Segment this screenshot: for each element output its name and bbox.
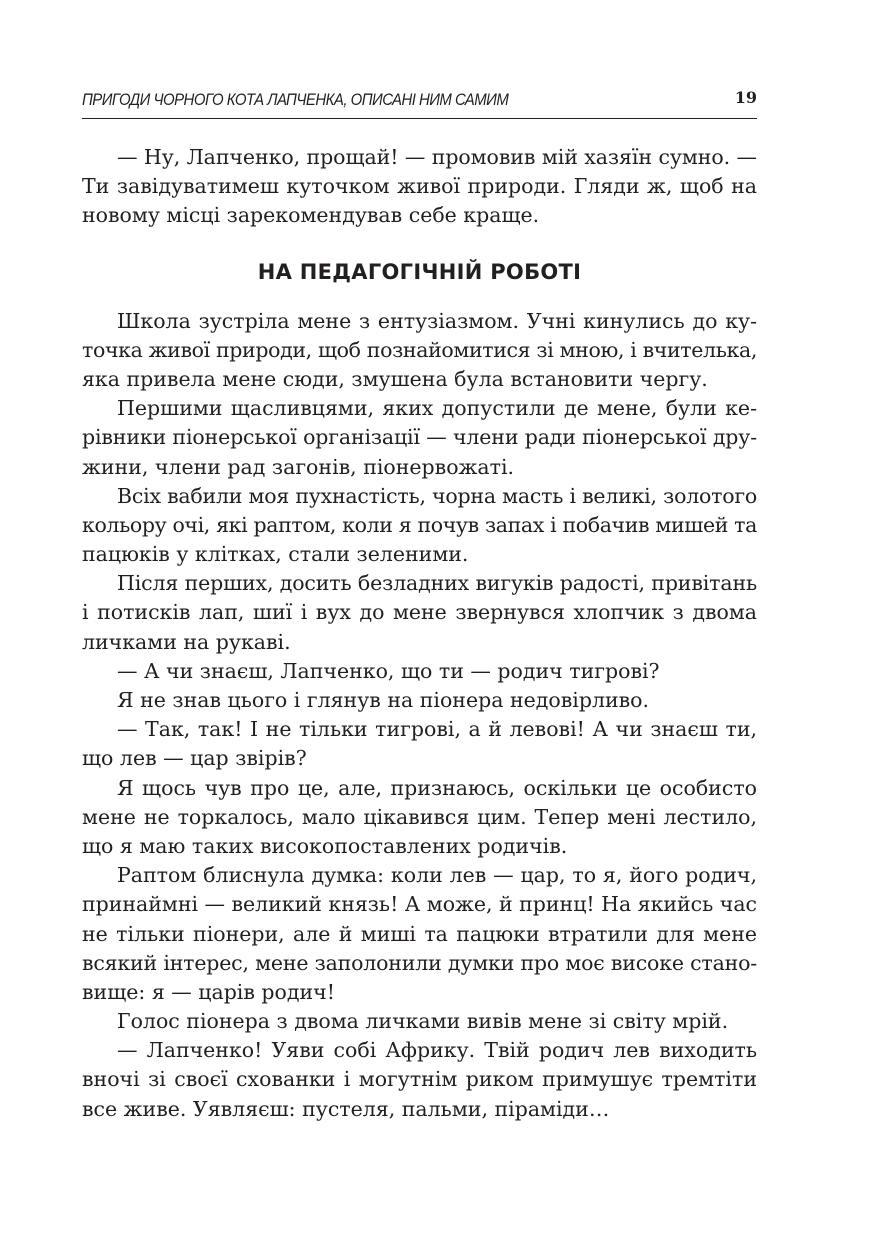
paragraph-line: Першими щасливцями, яких допустили де мене, були ке- <box>117 396 757 421</box>
paragraph-line: вночі зі своєї схованки і могутнім риком примушує тремтіти <box>82 1067 757 1092</box>
paragraph-line: мене не торкалось, мало цікавився цим. Тепер мені лестило, <box>82 804 757 829</box>
paragraph-line: все живе. Уявляєш: пустеля, пальми, піраміди… <box>82 1096 610 1121</box>
paragraph-line: Я щось чув про це, але, признаюсь, оскільки це особисто <box>117 775 757 800</box>
paragraph-line: що лев — цар звірів? <box>82 746 307 771</box>
paragraph-line: рівники піонерської організації — члени ради піонерської дру- <box>82 425 757 450</box>
paragraph-line: принаймні — великий князь! А може, й принц! На якийсь час <box>82 892 757 917</box>
page-number: 19 <box>734 88 757 107</box>
paragraph-line: новому місці зарекомендував себе краще. <box>82 203 540 228</box>
paragraph-line: Раптом блиснула думка: коли лев — цар, то я, його родич, <box>117 863 757 888</box>
paragraph-line: — А чи знаєш, Лапченко, що ти — родич тигрові? <box>117 658 660 683</box>
paragraph-line: — Лапченко! Уяви собі Африку. Твій родич лев виходить <box>117 1038 757 1063</box>
chapter-title: НА ПЕДАГОГІЧНІЙ РОБОТІ <box>257 259 582 284</box>
paragraph-line: — Так, так! І не тільки тигрові, а й левові! А чи знаєш ти, <box>117 717 757 742</box>
paragraph-line: Школа зустріла мене з ентузіазмом. Учні кинулись до ку- <box>117 308 757 333</box>
paragraph-line: пацюків у клітках, стали зеленими. <box>82 542 469 567</box>
paragraph-line: не тільки піонери, але й миші та пацюки втратили для мене <box>82 921 757 946</box>
paragraph-line: Після перших, досить безладних вигуків радості, привітань <box>117 571 757 596</box>
paragraph-line: Голос піонера з двома личками вивів мене зі світу мрій. <box>117 1009 729 1034</box>
paragraph-line: жини, члени рад загонів, піонервожаті. <box>82 454 515 479</box>
paragraph-line: всякий інтерес, мене заполонили думки про моє високе стано- <box>82 950 757 975</box>
paragraph-line: личками на рукаві. <box>82 629 291 654</box>
paragraph-line: що я маю таких високопоставлених родичів. <box>82 833 568 858</box>
paragraph-line: і потисків лап, шиї і вух до мене звернувся хлопчик з двома <box>82 600 757 625</box>
paragraph-line: — Ну, Лапченко, прощай! — промовив мій хазяїн сумно. — <box>117 145 757 169</box>
paragraph-line: точка живої природи, щоб познайомитися зі мною, і вчителька, <box>82 337 757 362</box>
paragraph-line: Ти завідуватимеш куточком живої природи. Гляди ж, щоб на <box>82 174 757 199</box>
paragraph-line: кольору очі, які раптом, коли я почув запах і побачив мишей та <box>82 512 757 537</box>
running-header <box>82 88 757 119</box>
running-title: ПРИГОДИ ЧОРНОГО КОТА ЛАПЧЕНКА, ОПИСАНІ НИМ САМИМ <box>82 90 509 109</box>
paragraph-line: Я не знав цього і глянув на піонера недовірливо. <box>117 688 650 712</box>
paragraph-line: вище: я — царів родич! <box>82 979 335 1004</box>
paragraph-line: Всіх вабили моя пухнастість, чорна масть і великі, золотого <box>117 483 757 508</box>
paragraph-line: яка привела мене сюди, змушена була встановити чергу. <box>82 366 708 391</box>
text-block <box>82 143 757 1124</box>
